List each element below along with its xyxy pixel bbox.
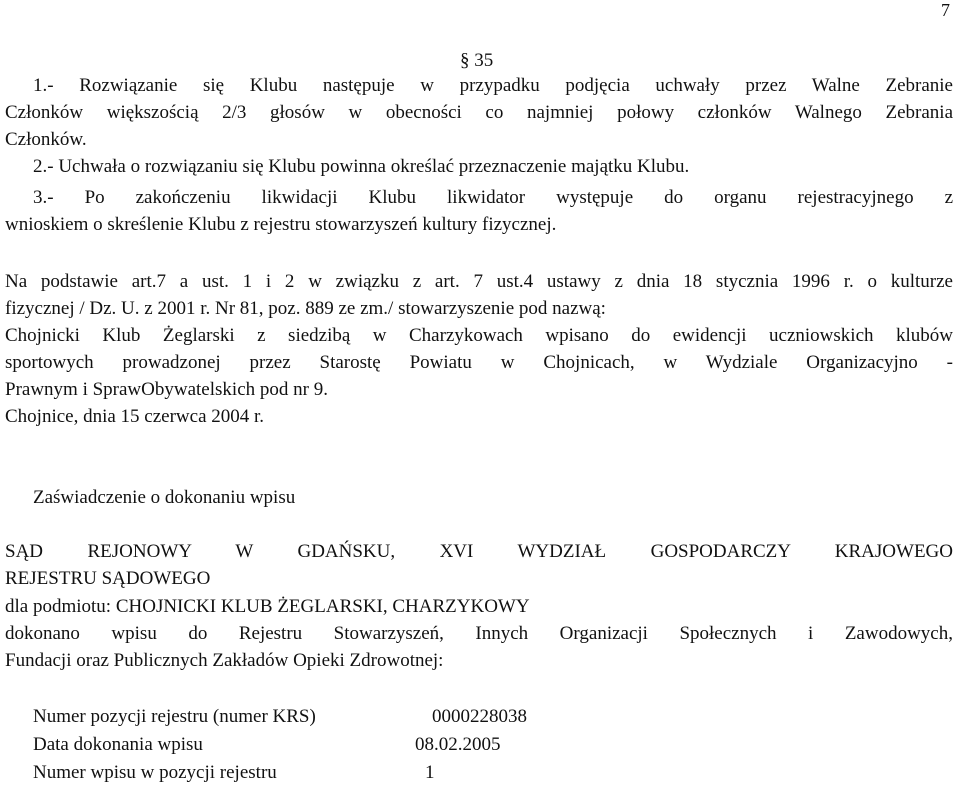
registration-basis-line-1: Na podstawie art.7 a ust. 1 i 2 w związku z art. 7 ust.4 ustawy z dnia 18 stycznia 1996 r. o kulturze: [5, 271, 953, 292]
registration-basis-line-2: fizycznej / Dz. U. z 2001 r. Nr 81, poz. 889 ze zm./ stowarzyszenie pod nazwą:: [5, 298, 606, 319]
registration-basis-line-5: Prawnym i SprawObywatelskich pod nr 9.: [5, 379, 328, 400]
paragraph-1-line-1: 1.- Rozwiązanie się Klubu następuje w przypadku podjęcia uchwały przez Walne Zebranie: [33, 75, 953, 96]
court-name-line-2: REJESTRU SĄDOWEGO: [5, 568, 211, 589]
paragraph-1: [5, 72, 953, 153]
detail-value-entry-date: 08.02.2005: [415, 734, 501, 755]
page-number: 7: [941, 0, 950, 20]
registry-statement: [5, 620, 953, 674]
paragraph-3-line-1: 3.- Po zakończeniu likwidacji Klubu likwidator występuje do organu rejestracyjnego z: [33, 187, 953, 208]
registry-statement-line-2: Fundacji oraz Publicznych Zakładów Opieki Zdrowotnej:: [5, 650, 444, 671]
court-name: [5, 538, 953, 592]
entity-line: dla podmiotu: CHOJNICKI KLUB ŻEGLARSKI, CHARZYKOWY: [5, 596, 530, 617]
certificate-title: Zaświadczenie o dokonaniu wpisu: [33, 487, 296, 508]
section-heading: § 35: [460, 50, 494, 71]
paragraph-2: 2.- Uchwała o rozwiązaniu się Klubu powinna określać przeznaczenie majątku Klubu.: [33, 156, 690, 177]
registration-basis-line-4: sportowych prowadzonej przez Starostę Powiatu w Chojnicach, w Wydziale Organizacyjno -: [5, 352, 953, 373]
paragraph-3-line-2: wnioskiem o skreślenie Klubu z rejestru stowarzyszeń kultury fizycznej.: [5, 214, 557, 235]
registration-basis: [5, 268, 953, 403]
court-name-line-1: SĄD REJONOWY W GDAŃSKU, XVI WYDZIAŁ GOSPODARCZY KRAJOWEGO: [5, 541, 953, 562]
paragraph-1-line-3: Członków.: [5, 129, 87, 150]
detail-label-entry-number: Numer wpisu w pozycji rejestru: [33, 762, 277, 783]
detail-label-krs: Numer pozycji rejestru (numer KRS): [33, 706, 316, 727]
registry-statement-line-1: dokonano wpisu do Rejestru Stowarzyszeń, Innych Organizacji Społecznych i Zawodowych,: [5, 623, 953, 644]
detail-label-entry-date: Data dokonania wpisu: [33, 734, 203, 755]
paragraph-3: [5, 184, 953, 238]
registration-basis-line-3: Chojnicki Klub Żeglarski z siedzibą w Charzykowach wpisano do ewidencji uczniowskich klubów: [5, 325, 953, 346]
detail-value-krs: 0000228038: [432, 706, 527, 727]
paragraph-1-line-2: Członków większością 2/3 głosów w obecności co najmniej połowy członków Walnego Zebrania: [5, 102, 953, 123]
detail-value-entry-number: 1: [425, 762, 435, 783]
place-and-date: Chojnice, dnia 15 czerwca 2004 r.: [5, 406, 265, 427]
